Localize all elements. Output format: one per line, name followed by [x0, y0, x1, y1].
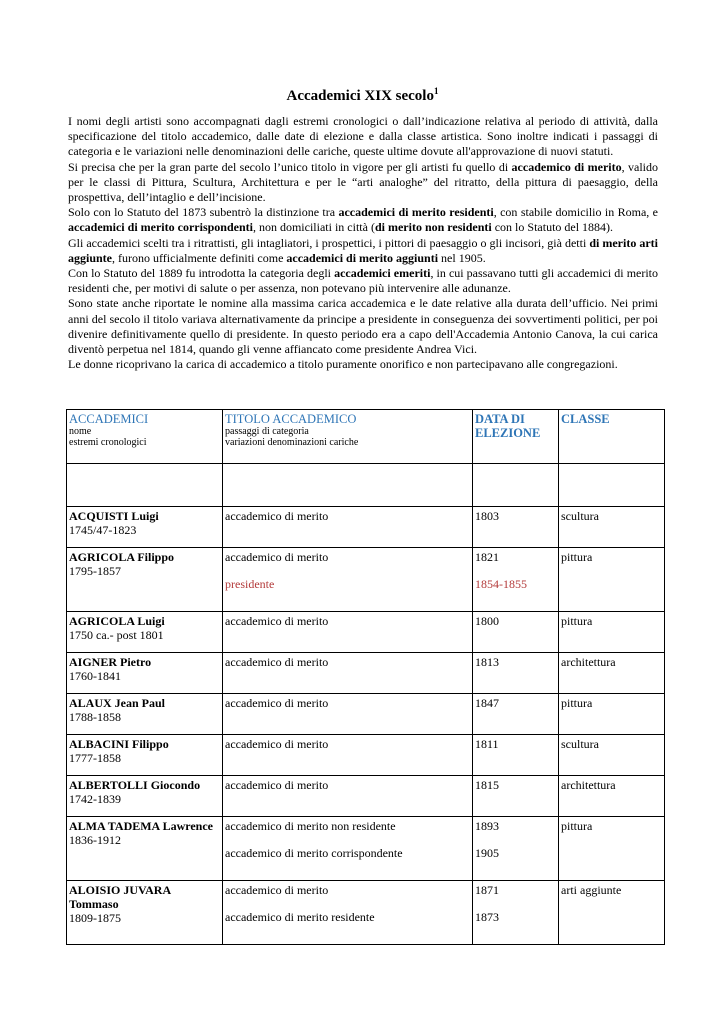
intro-paragraph-2 [68, 160, 658, 206]
cell-accademico [67, 776, 223, 817]
artist-name: ALBACINI Filippo [69, 737, 169, 751]
presidency-title: presidente [225, 577, 275, 591]
bold-term: accademici di merito aggiunti [286, 250, 439, 265]
header-data [473, 410, 559, 464]
text-run: Gli accademici scelti tra i ritrattisti, gli intagliatori, i prospettici, i pittori di paesaggio o gli incisori, già detti [68, 235, 590, 250]
bold-term: di merito non residenti [374, 220, 492, 235]
table-row [67, 881, 665, 945]
page-title-text: Accademici XIX secolo [286, 88, 434, 104]
academic-title: accademico di merito [225, 737, 329, 751]
artist-years: 1750 ca.- post 1801 [69, 628, 164, 642]
cell-classe [559, 817, 665, 881]
table-row [67, 735, 665, 776]
artist-years: 1745/47-1823 [69, 523, 137, 537]
cell-titolo [223, 653, 473, 694]
cell-data [473, 881, 559, 945]
academic-title: accademico di merito [225, 550, 329, 564]
cell-titolo [223, 881, 473, 945]
intro-paragraph-5 [68, 266, 658, 296]
academic-title: accademico di merito [225, 614, 329, 628]
header-classe [559, 410, 665, 464]
cell-accademico [67, 612, 223, 653]
artist-name: ALMA TADEMA Lawrence [69, 819, 213, 833]
artist-years: 1809-1875 [69, 911, 121, 925]
intro-paragraph-6: Sono state anche riportate le nomine alla massima carica accademica e le date relative alla durata dell’ufficio. Nei primi anni del secolo il titolo variava alternativamente da principe a presidente in conseguenza dei sovvertimenti politici, per poi divenire definitivamente quello di presidente. In questo periodo era a capo dell'Accademia Antonio Canova, la cui carica diventò perpetua nel 1814, quando gli venne affiancato come presidente Andrea Vici. [68, 296, 658, 357]
header-title: ACCADEMICI [69, 412, 149, 426]
intro-paragraph-1: I nomi degli artisti sono accompagnati dagli estremi cronologici o dall’indicazione relativa al periodo di attività, dalla specificazione del titolo accademico, dalle date di elezione e dalla classe artistica. Sono inoltre indicati i passaggi di categoria e le variazioni nelle denominazioni delle cariche, queste ultime dovute all'approvazione di nuovi statuti. [68, 114, 658, 159]
table-row [67, 776, 665, 817]
cell-titolo [223, 817, 473, 881]
artist-name: ALBERTOLLI Giocondo [69, 778, 201, 792]
academic-title: accademico di merito [225, 509, 329, 523]
cell-data [473, 776, 559, 817]
artist-years: 1777-1858 [69, 751, 121, 765]
text-run: Con lo Statuto del 1889 fu introdotta la categoria degli [68, 266, 335, 281]
table-cell [67, 464, 223, 507]
artist-years: 1760-1841 [69, 669, 121, 683]
cell-titolo [223, 612, 473, 653]
artistic-class: scultura [561, 737, 599, 751]
bold-term: accademici di merito corrispondenti [68, 220, 253, 235]
footnote-marker: 1 [433, 86, 439, 96]
text-run: , con stabile domicilio in Roma, e [493, 205, 658, 220]
cell-data [473, 548, 559, 612]
cell-accademico [67, 653, 223, 694]
cell-titolo [223, 735, 473, 776]
text-run: con lo Statuto del 1884). [491, 220, 614, 235]
cell-accademico [67, 735, 223, 776]
table-row [67, 612, 665, 653]
cell-data [473, 612, 559, 653]
artistic-class: architettura [561, 655, 616, 669]
artist-years: 1788-1858 [69, 710, 121, 724]
table-row [67, 694, 665, 735]
table-row [67, 817, 665, 881]
election-date: 1803 [475, 509, 499, 523]
academic-title: accademico di merito [225, 655, 329, 669]
election-date: 1871 [475, 883, 499, 897]
header-subtitle: passaggi di categoria [225, 426, 309, 437]
cell-data [473, 735, 559, 776]
artist-name: ALAUX Jean Paul [69, 696, 166, 710]
table-header-row [67, 410, 665, 464]
intro-paragraph-4 [68, 236, 658, 266]
election-date-change: 1873 [475, 910, 499, 924]
text-run: , valido per le classi di Pittura, Scultura, Architettura e per le “arti analoghe” del ritratto, della pittura di paesaggio, della prospettiva, dell’intaglio e dell’incisione. [68, 159, 659, 205]
cell-titolo [223, 776, 473, 817]
table-row-blank [67, 464, 665, 507]
artist-name: AGRICOLA Luigi [69, 614, 165, 628]
artist-years: 1742-1839 [69, 792, 121, 806]
cell-data [473, 817, 559, 881]
bold-term: accademico di merito [511, 159, 622, 174]
cell-accademico [67, 507, 223, 548]
election-date: 1813 [475, 655, 499, 669]
cell-titolo [223, 694, 473, 735]
text-run: , furono ufficialmente definiti come [112, 250, 287, 265]
text-run: Solo con lo Statuto del 1873 subentrò la distinzione tra [68, 205, 339, 220]
artist-name: ACQUISTI Luigi [69, 509, 159, 523]
header-title: DATA DI ELEZIONE [475, 412, 541, 440]
cell-classe [559, 548, 665, 612]
cell-classe [559, 612, 665, 653]
artist-years: 1795-1857 [69, 564, 121, 578]
cell-classe [559, 776, 665, 817]
intro-paragraph-3 [68, 205, 658, 235]
header-title: TITOLO ACCADEMICO [225, 412, 357, 426]
election-date: 1811 [475, 737, 499, 751]
election-date: 1847 [475, 696, 499, 710]
artistic-class: pittura [561, 819, 593, 833]
cell-accademico [67, 548, 223, 612]
cell-accademico [67, 694, 223, 735]
artist-name: AGRICOLA Filippo [69, 550, 175, 564]
academic-title-change: accademico di merito residente [225, 910, 375, 924]
cell-classe [559, 735, 665, 776]
cell-data [473, 507, 559, 548]
table-row [67, 548, 665, 612]
election-date-change: 1905 [475, 846, 499, 860]
presidency-date: 1854-1855 [475, 577, 527, 591]
header-accademici [67, 410, 223, 464]
table-cell [223, 464, 473, 507]
academic-title: accademico di merito [225, 696, 329, 710]
header-subtitle: estremi cronologici [69, 437, 147, 448]
cell-accademico [67, 881, 223, 945]
artistic-class: pittura [561, 614, 593, 628]
bold-term: accademici di merito residenti [338, 205, 494, 220]
election-date: 1821 [475, 550, 499, 564]
artist-name: AIGNER Pietro [69, 655, 152, 669]
election-date: 1800 [475, 614, 499, 628]
table-row [67, 507, 665, 548]
header-titolo [223, 410, 473, 464]
academic-title: accademico di merito [225, 778, 329, 792]
intro-paragraph-7: Le donne ricoprivano la carica di accademico a titolo puramente onorifico e non partecipavano alle congregazioni. [68, 357, 618, 372]
artistic-class: scultura [561, 509, 599, 523]
cell-titolo [223, 548, 473, 612]
text-run: nel 1905. [438, 250, 486, 265]
artist-name: ALOISIO JUVARA Tommaso [69, 883, 171, 911]
intro-text [68, 114, 658, 372]
table-cell [473, 464, 559, 507]
election-date: 1815 [475, 778, 499, 792]
bold-term: accademici emeriti [334, 266, 431, 281]
table-row [67, 653, 665, 694]
page-title [0, 86, 725, 105]
artistic-class: arti aggiunte [561, 883, 622, 897]
artistic-class: pittura [561, 550, 593, 564]
artistic-class: architettura [561, 778, 616, 792]
bold-term: di merito arti aggiunte [68, 235, 658, 265]
cell-titolo [223, 507, 473, 548]
text-run: Si precisa che per la gran parte del secolo l’unico titolo in vigore per gli artisti fu quello di [68, 159, 512, 174]
cell-classe [559, 694, 665, 735]
cell-classe [559, 653, 665, 694]
artist-years: 1836-1912 [69, 833, 121, 847]
academic-title: accademico di merito non residente [225, 819, 396, 833]
cell-classe [559, 881, 665, 945]
election-date: 1893 [475, 819, 499, 833]
academicians-table [66, 409, 665, 945]
cell-classe [559, 507, 665, 548]
table-cell [559, 464, 665, 507]
cell-data [473, 653, 559, 694]
header-subtitle: variazioni denominazioni cariche [225, 437, 359, 448]
academic-title-change: accademico di merito corrispondente [225, 846, 403, 860]
header-subtitle: nome [69, 426, 92, 437]
academic-title: accademico di merito [225, 883, 329, 897]
cell-data [473, 694, 559, 735]
text-run: , in cui passavano tutti gli accademici di merito residenti che, per motivi di salute o per assenza, non potevano più intervenire alle adunanze. [68, 266, 659, 296]
artistic-class: pittura [561, 696, 593, 710]
cell-accademico [67, 817, 223, 881]
header-title: CLASSE [561, 412, 610, 426]
text-run: , non domiciliati in città ( [252, 220, 375, 235]
